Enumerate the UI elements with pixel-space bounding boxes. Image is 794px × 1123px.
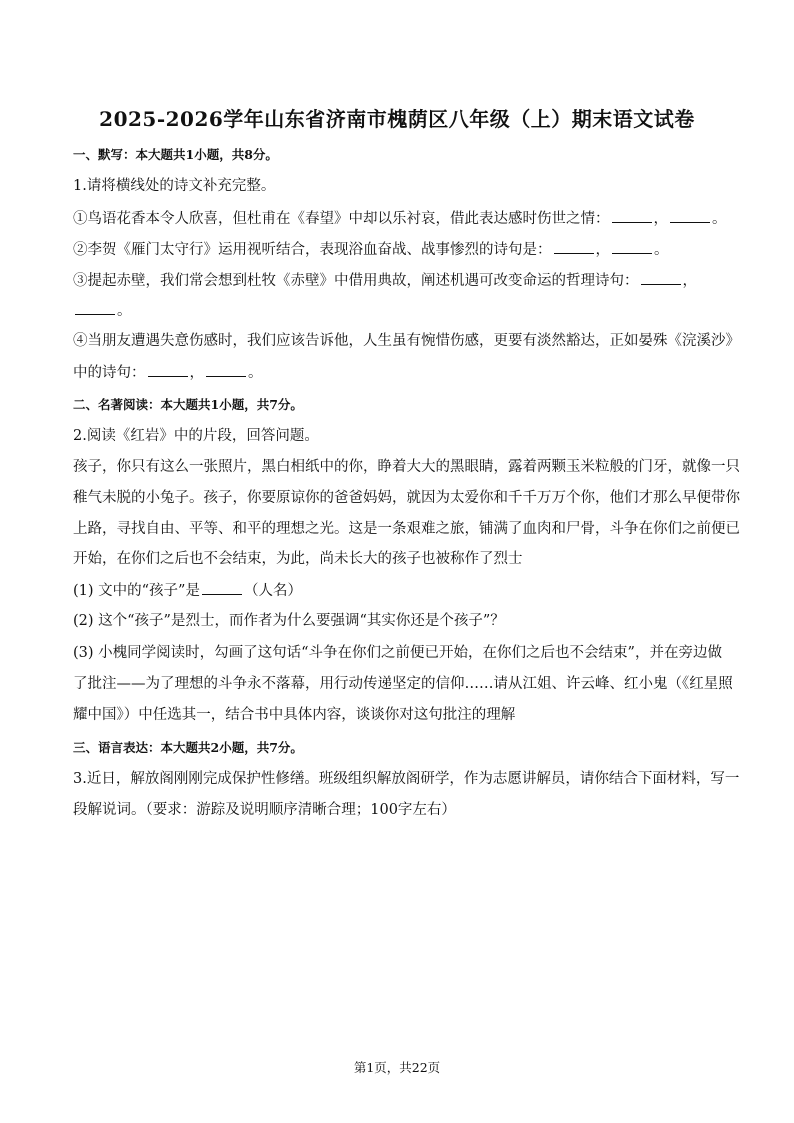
question-3-text: 段解说词。（要求：游踪及说明顺序清晰合理；100字左右）: [73, 802, 456, 818]
section-lead: 一、默写：: [73, 147, 136, 162]
passage-line: 开始，在你们之后也不会结束，为此，尚未长大的孩子也被称作了烈士: [73, 551, 523, 567]
section-heading-2: [73, 395, 723, 415]
punct: 。: [654, 242, 669, 258]
item-text: (1) 文中的“孩子”是: [73, 583, 200, 599]
answer-blank: [612, 208, 652, 223]
item-text: ①鸟语花香本令人欣喜，但杜甫在《春望》中却以乐衬哀，借此表达感时伤世之情：: [73, 211, 610, 227]
section-lead: 三、语言表达：: [73, 740, 161, 755]
section-lead: 二、名著阅读：: [73, 397, 161, 412]
question-2-sub-1: [73, 580, 723, 601]
section-heading-1: [73, 145, 723, 165]
passage-line: 上路，寻找自由、平等、和平的理想之光。这是一条艰难之旅，铺满了血肉和尸骨，斗争在你们之前便已: [73, 521, 740, 537]
question-2-sub-3: 了批注——为了理想的斗争永不落幕，用行动传递坚定的信仰……请从江姐、许云峰、红小鬼（《红星照: [73, 676, 733, 692]
question-3-text: 3.近日，解放阁刚刚完成保护性修缮。班级组织解放阁研学，作为志愿讲解员，请你结合下面材料，写一: [73, 771, 740, 787]
answer-blank: [554, 239, 594, 254]
page-footer: 第1页，共22页: [353, 1060, 441, 1075]
punct: ，: [682, 273, 697, 289]
punct: 。: [712, 211, 727, 227]
punct: ，: [189, 365, 204, 381]
answer-blank: [206, 362, 246, 377]
answer-blank: [148, 362, 188, 377]
item-text: ②李贺《雁门太守行》运用视听结合，表现浴血奋战、战事惨烈的诗句是：: [73, 242, 552, 258]
item-text: ③提起赤壁，我们常会想到杜牧《赤壁》中借用典故，阐述机遇可改变命运的哲理诗句：: [73, 273, 639, 289]
section-info: 本大题共1小题，共7分。: [160, 397, 303, 412]
item-text: （人名）: [243, 583, 302, 599]
item-text: 中的诗句：: [73, 365, 146, 381]
section-info: 本大题共1小题，共8分。: [135, 147, 278, 162]
question-1-item-2: [73, 239, 723, 260]
punct: 。: [117, 303, 132, 319]
passage-line: 稚气未脱的小兔子。孩子，你要原谅你的爸爸妈妈，就因为太爱你和千千万万个你，他们才那么早便带你: [73, 490, 740, 506]
question-2-stem: 2.阅读《红岩》中的片段，回答问题。: [73, 428, 319, 444]
question-1-item-3: [73, 270, 723, 291]
passage-line: 孩子，你只有这么一张照片，黑白相纸中的你，睁着大大的黑眼睛，露着两颗玉米粒般的门牙，就像一只: [73, 459, 740, 475]
question-1-item-4-cont: [73, 362, 723, 383]
punct: 。: [248, 365, 263, 381]
punct: ，: [595, 242, 610, 258]
question-2-sub-2: (2) 这个“孩子”是烈士，而作者为什么要强调“其实你还是个孩子”？: [73, 613, 505, 629]
question-1-stem: 1.请将横线处的诗文补充完整。: [73, 178, 276, 194]
section-info: 本大题共2小题，共7分。: [160, 740, 303, 755]
section-heading-3: [73, 738, 723, 758]
answer-blank: [670, 208, 710, 223]
exam-title: 2025-2026学年山东省济南市槐荫区八年级（上）期末语文试卷: [99, 107, 695, 131]
answer-blank: [202, 580, 242, 595]
question-1-item-3-cont: [73, 300, 723, 321]
question-1-item-4: ④当朋友遭遇失意伤感时，我们应该告诉他，人生虽有惋惜伤感，更要有淡然豁达，正如晏殊《浣溪沙》: [73, 333, 740, 349]
question-2-sub-3: 耀中国》）中任选其一，结合书中具体内容，谈谈你对这句批注的理解: [73, 707, 516, 723]
answer-blank: [612, 239, 652, 254]
punct: ，: [653, 211, 668, 227]
answer-blank: [641, 270, 681, 285]
question-2-sub-3: (3) 小槐同学阅读时，勾画了这句话“斗争在你们之前便已开始，在你们之后也不会结束”，并在旁边做: [73, 645, 722, 661]
question-1-item-1: [73, 208, 727, 229]
answer-blank: [75, 300, 115, 315]
